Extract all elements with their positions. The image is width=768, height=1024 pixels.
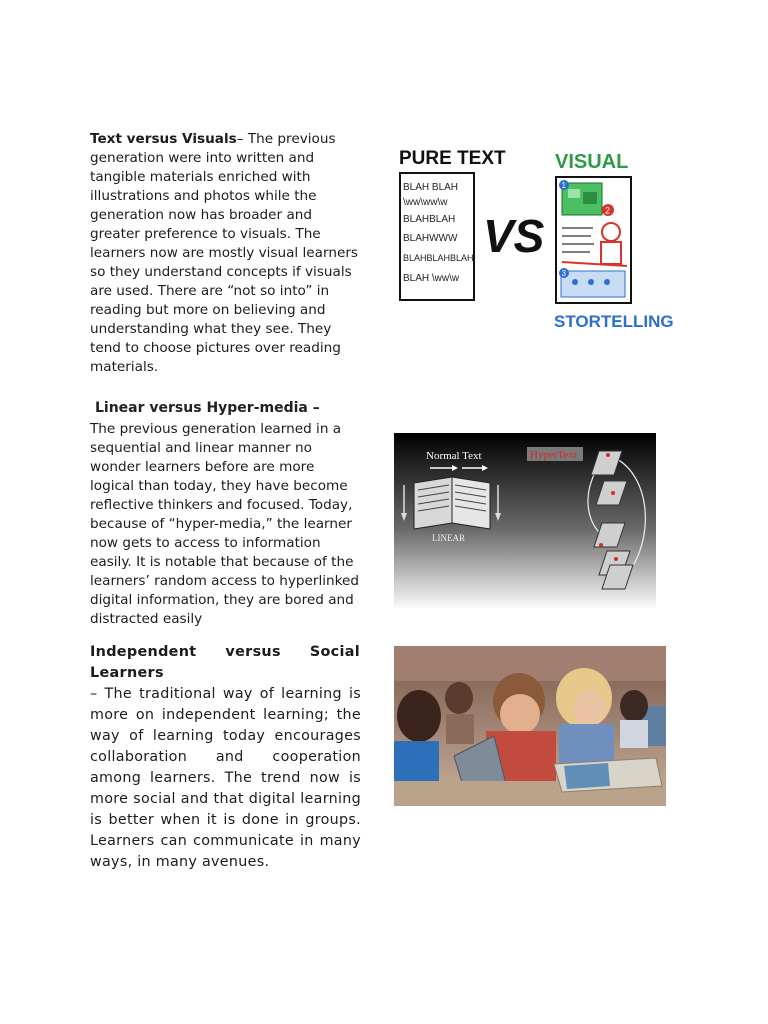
linear-label: LINEAR — [432, 533, 465, 543]
panel-detail — [568, 189, 580, 198]
text-line: BLAH BLAH — [403, 182, 459, 193]
vs-label: VS — [483, 210, 545, 262]
photo-students-learning — [394, 646, 666, 806]
section-body: – The traditional way of learning is more on independent learning; the way of learning today encourages collaboration and cooperation among learners. The trend now is more social and that digital learning is better when it is done in groups. Learners can communicate in many ways, in many avenues. — [90, 686, 361, 870]
book-right-page — [452, 477, 490, 529]
text-line: BLAHBLAH — [403, 214, 456, 225]
section-heading: Linear versus Hyper-media – — [95, 400, 320, 416]
section-heading: Text versus Visuals — [90, 131, 237, 147]
step-number: 2 — [605, 205, 611, 216]
normal-text-label: Normal Text — [426, 450, 482, 462]
section-heading-continued: Learners — [90, 665, 164, 681]
hypertext-label: HyperText — [530, 449, 577, 461]
section-body: – The previous generation were into written and tangible materials enriched with illustrations and photos while the generation now has broader and greater preference to visuals. The learners now are mostly visual learners so they understand concepts if visuals are used. There are “not so into” in reading but more on believing and understanding what they see. They tend to choose pictures over reading materials. — [90, 131, 358, 375]
storytelling-title: STORTELLING — [554, 312, 674, 331]
figure-linear-vs-hypertext — [394, 433, 656, 608]
student-head — [397, 690, 441, 742]
book-left-page — [414, 477, 452, 529]
section-text-vs-visuals — [90, 130, 360, 377]
step-number: 3 — [561, 269, 566, 278]
step-number: 1 — [561, 181, 566, 190]
pure-text-title: PURE TEXT — [399, 148, 506, 169]
text-line: BLAH \ww\w — [403, 273, 460, 284]
figure-text-vs-visual — [395, 140, 674, 340]
visual-title: VISUAL — [555, 151, 629, 173]
section-body: The previous generation learned in a sequential and linear manner no wonder learners before are more logical than today, they have become reflective thinkers and focused. Today, because of “hyper-media,” the learner now gets to access to information easily. It is notable that because of the learners’ random access to hyperlinked digital information, they are bored and distracted easily — [90, 421, 360, 627]
text-line: BLAHWWW — [403, 233, 458, 244]
panel-detail — [583, 192, 597, 204]
text-line: \ww\ww\w — [403, 197, 448, 208]
text-line: BLAHBLAHBLAH — [403, 253, 474, 263]
section-heading: Independent versus Social — [90, 644, 360, 660]
